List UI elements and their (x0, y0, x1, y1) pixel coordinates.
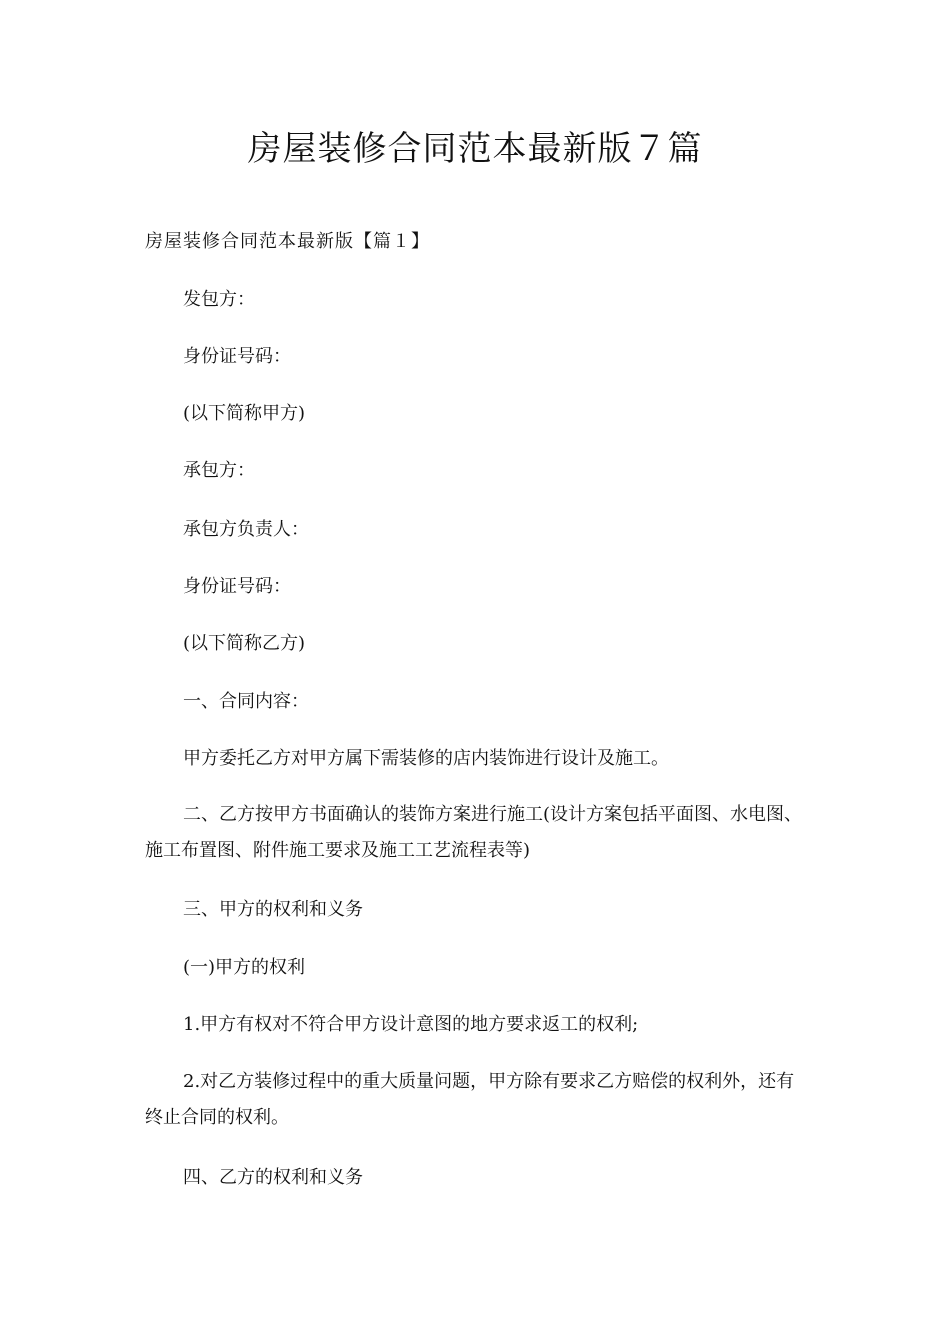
paragraph-contractor-lead: 承包方负责人： (183, 519, 309, 540)
paragraph-clause-3-sub-heading: (一)甲方的权利 (183, 957, 306, 978)
document-title: 房屋装修合同范本最新版７篇 (247, 129, 703, 169)
paragraph-clause-1-heading: 一、合同内容： (183, 691, 309, 712)
section-heading: 房屋装修合同范本最新版【篇１】 (145, 231, 430, 252)
paragraph-clause-4-heading: 四、乙方的权利和义务 (183, 1167, 363, 1188)
paragraph-contractor: 承包方： (183, 460, 255, 481)
paragraph-clause-3-item-1: 1.甲方有权对不符合甲方设计意图的地方要求返工的权利; (183, 1014, 639, 1035)
paragraph-clause-3-item-2: 2.对乙方装修过程中的重大质量问题，甲方除有要求乙方赔偿的权利外，还有终止合同的权利。 (145, 1071, 795, 1128)
paragraph-clause-1-body: 甲方委托乙方对甲方属下需装修的店内装饰进行设计及施工。 (183, 748, 669, 769)
paragraph-clause-2: 二、乙方按甲方书面确认的装饰方案进行施工(设计方案包括平面图、水电图、施工布置图、附件施工要求及施工工艺流程表等) (145, 804, 803, 861)
paragraph-employer-id: 身份证号码： (183, 346, 291, 367)
paragraph-party-b-note: (以下简称乙方) (183, 633, 306, 654)
paragraph-employer: 发包方： (183, 289, 255, 310)
paragraph-contractor-id: 身份证号码： (183, 576, 291, 597)
paragraph-party-a-note: (以下简称甲方) (183, 403, 306, 424)
paragraph-clause-3-heading: 三、甲方的权利和义务 (183, 899, 363, 920)
